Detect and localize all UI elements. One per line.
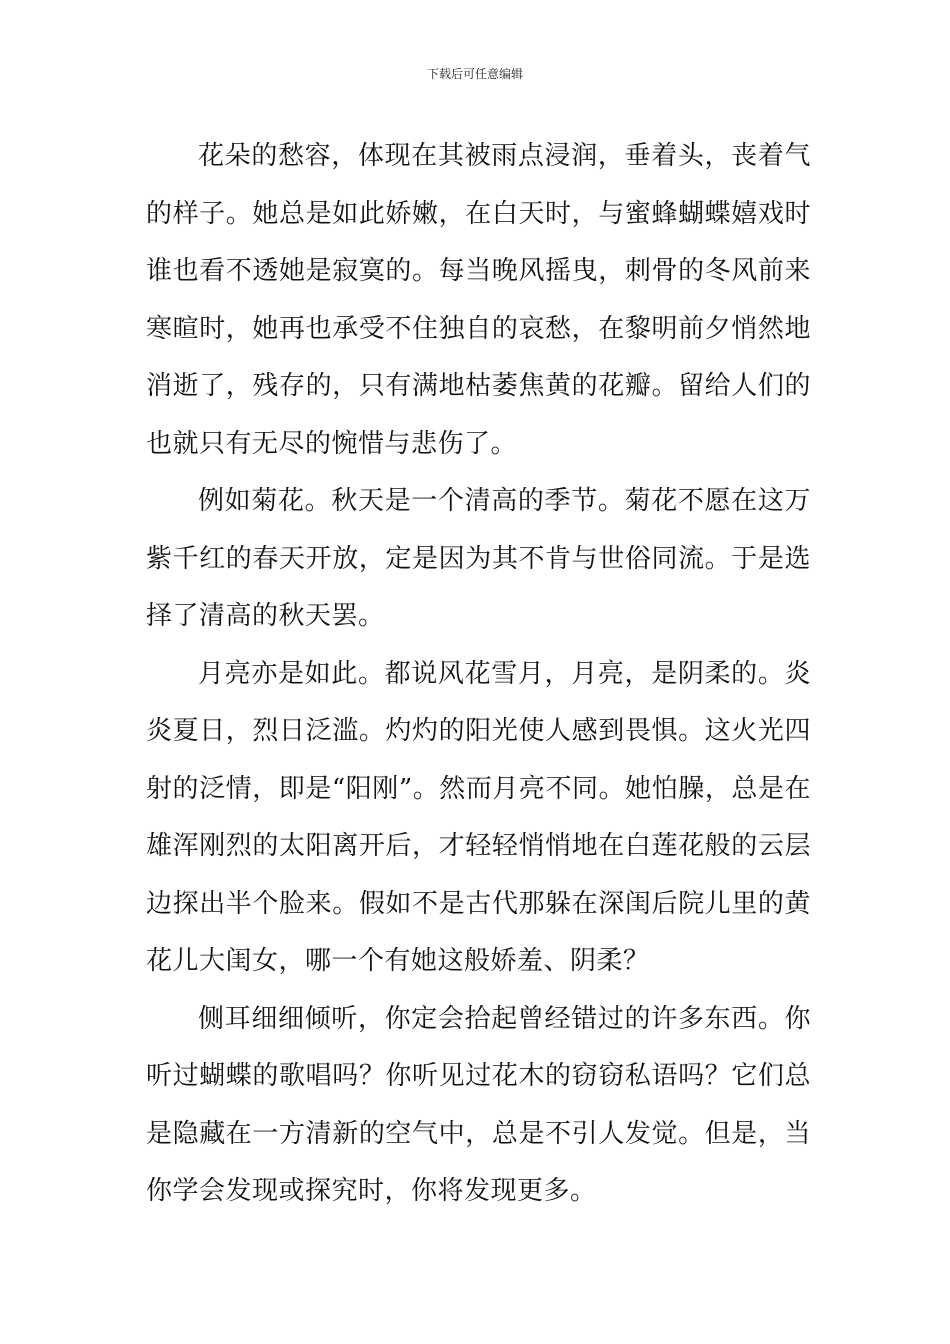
paragraph-flowers: 花朵的愁容，体现在其被雨点浸润，垂着头，丧着气的样子。她总是如此娇嫩，在白天时，与蜜蜂蝴蝶嬉戏时谁也看不透她是寂寞的。每当晚风摇曳，刺骨的冬风前来寒暄时，她再也承受不住独自的哀愁，在黎明前夕悄然地消逝了，残存的，只有满地枯萎焦黄的花瓣。留给人们的也就只有无尽的惋惜与悲伤了。 (146, 141, 811, 459)
page-header: 下载后可任意编辑 (426, 67, 523, 81)
document-body (146, 128, 811, 1221)
paragraph-moon: 月亮亦是如此。都说风花雪月，月亮，是阴柔的。炎炎夏日，烈日泛滥。灼灼的阳光使人感到畏惧。这火光四射的泛情，即是“阳刚”。然而月亮不同。她怕臊，总是在雄浑刚烈的太阳离开后，才轻轻悄悄地在白莲花般的云层边探出半个脸来。假如不是古代那躲在深闺后院儿里的黄花儿大闺女，哪一个有她这般娇羞、阴柔？ (146, 658, 811, 976)
paragraph-listening: 侧耳细细倾听，你定会拾起曾经错过的许多东西。你听过蝴蝶的歌唱吗？你听见过花木的窃窃私语吗？它们总是隐藏在一方清新的空气中，总是不引人发觉。但是，当你学会发现或探究时，你将发现更多。 (146, 1003, 811, 1206)
paragraph-chrysanthemum: 例如菊花。秋天是一个清高的季节。菊花不愿在这万紫千红的春天开放，定是因为其不肯与世俗同流。于是选择了清高的秋天罢。 (146, 486, 811, 631)
